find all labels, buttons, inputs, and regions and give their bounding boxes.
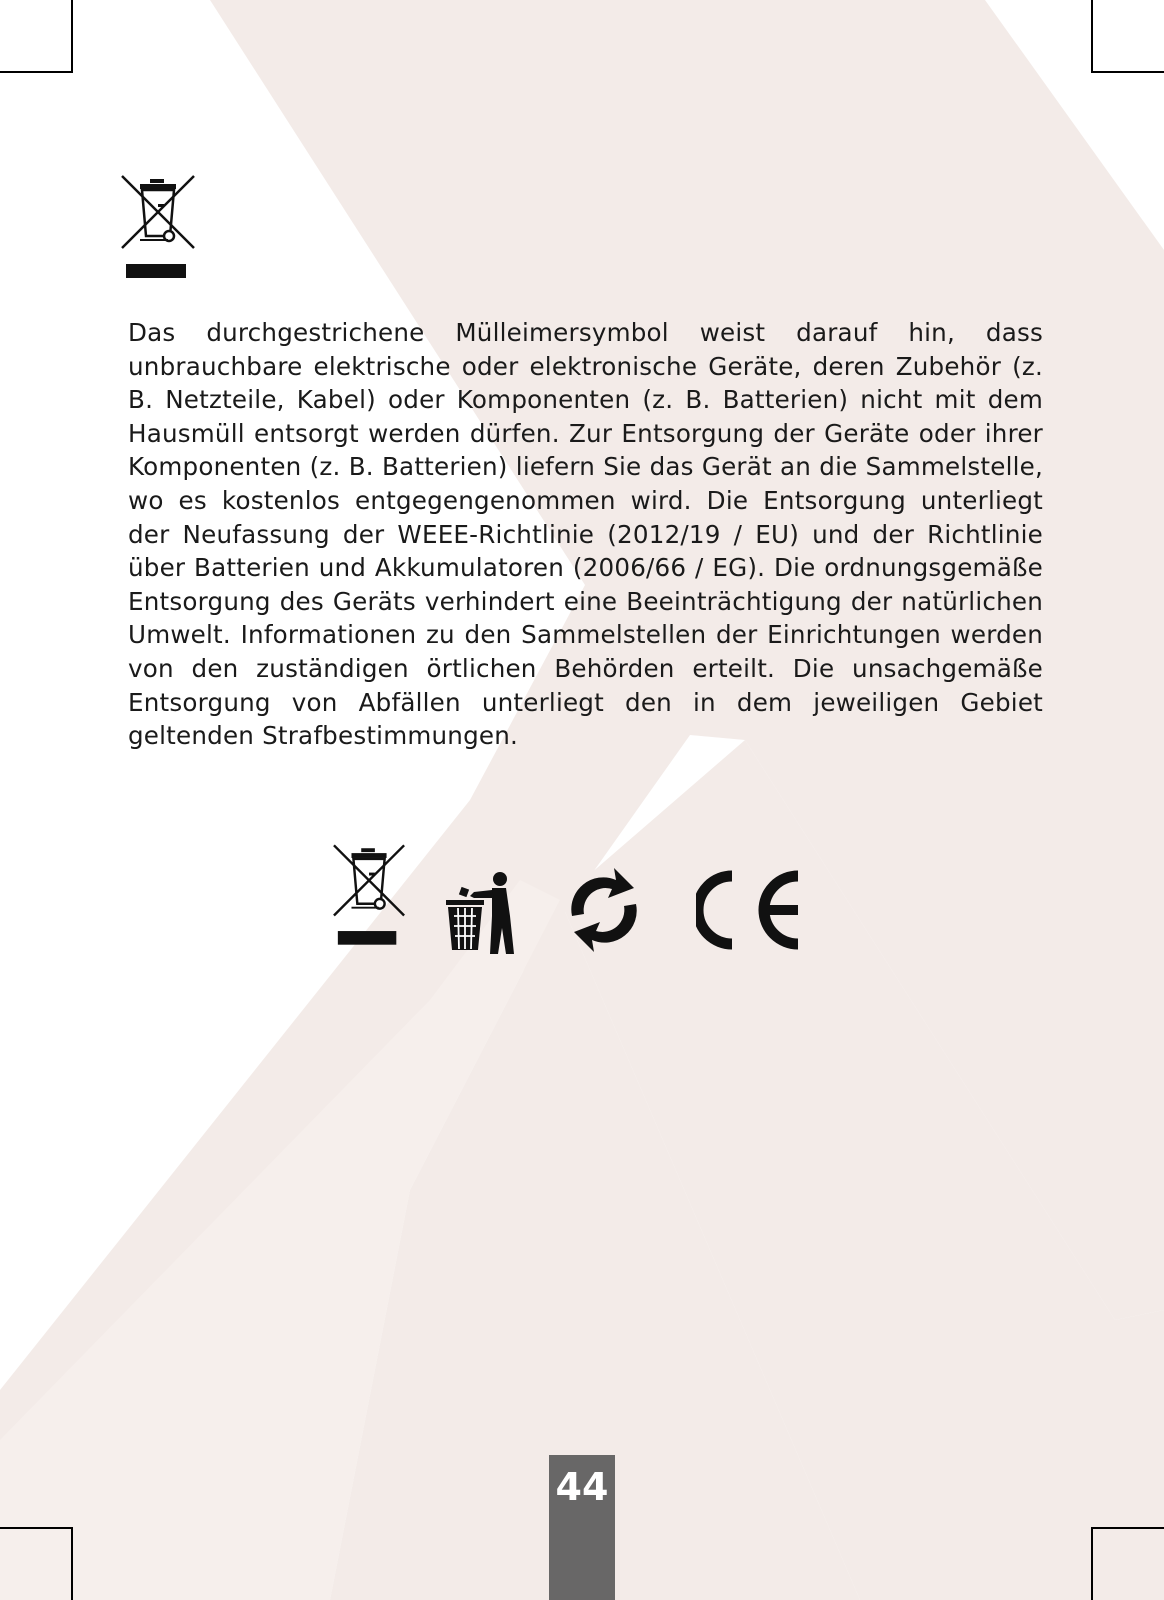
certification-icons <box>332 856 832 962</box>
page-number: 44 <box>555 1465 609 1509</box>
disposal-paragraph: Das durchgestrichene Mülleimersymbol weist darauf hin, dass unbrauchbare elektrische oder elektronische Geräte, deren Zubehör (z. B. Netzteile, Kabel) oder Komponenten (z. B. Batterien) nicht mit dem Hausmüll entsorgt werden dürfen. Zur Entsorgung der Geräte oder ihrer Komponenten (z. B. Batterien) liefern Sie das Gerät an die Sammelstelle, wo es kostenlos entgegengenommen wird. Die Entsorgung unterliegt der Neufassung der WEEE-Richtlinie (2012/19 / EU) und der Richtlinie über Batterien und Akkumulatoren (2006/66 / EG). Die ordnungsgemäße Entsorgung des Geräts verhindert eine Beeinträchtigung der natürlichen Umwelt. Informationen zu den Sammelstellen der Einrichtungen werden von den zuständigen örtlichen Behörden erteilt. Die unsachgemäße Entsorgung von Abfällen unterliegt den in dem jeweiligen Gebiet geltenden Strafbestimmungen. <box>128 318 1043 751</box>
ce-mark-icon <box>696 870 806 950</box>
crossed-out-wheeled-bin-icon <box>120 174 198 280</box>
crop-mark-bottom-right <box>1084 1520 1164 1600</box>
recycling-arrows-icon <box>564 864 644 956</box>
crop-mark-top-left <box>0 0 80 80</box>
page-number-tab <box>549 1455 615 1600</box>
crop-mark-top-right <box>1084 0 1164 80</box>
tidy-man-litter-icon <box>444 872 520 956</box>
crop-mark-bottom-left <box>0 1520 80 1600</box>
crossed-out-wheeled-bin-icon <box>332 842 408 948</box>
